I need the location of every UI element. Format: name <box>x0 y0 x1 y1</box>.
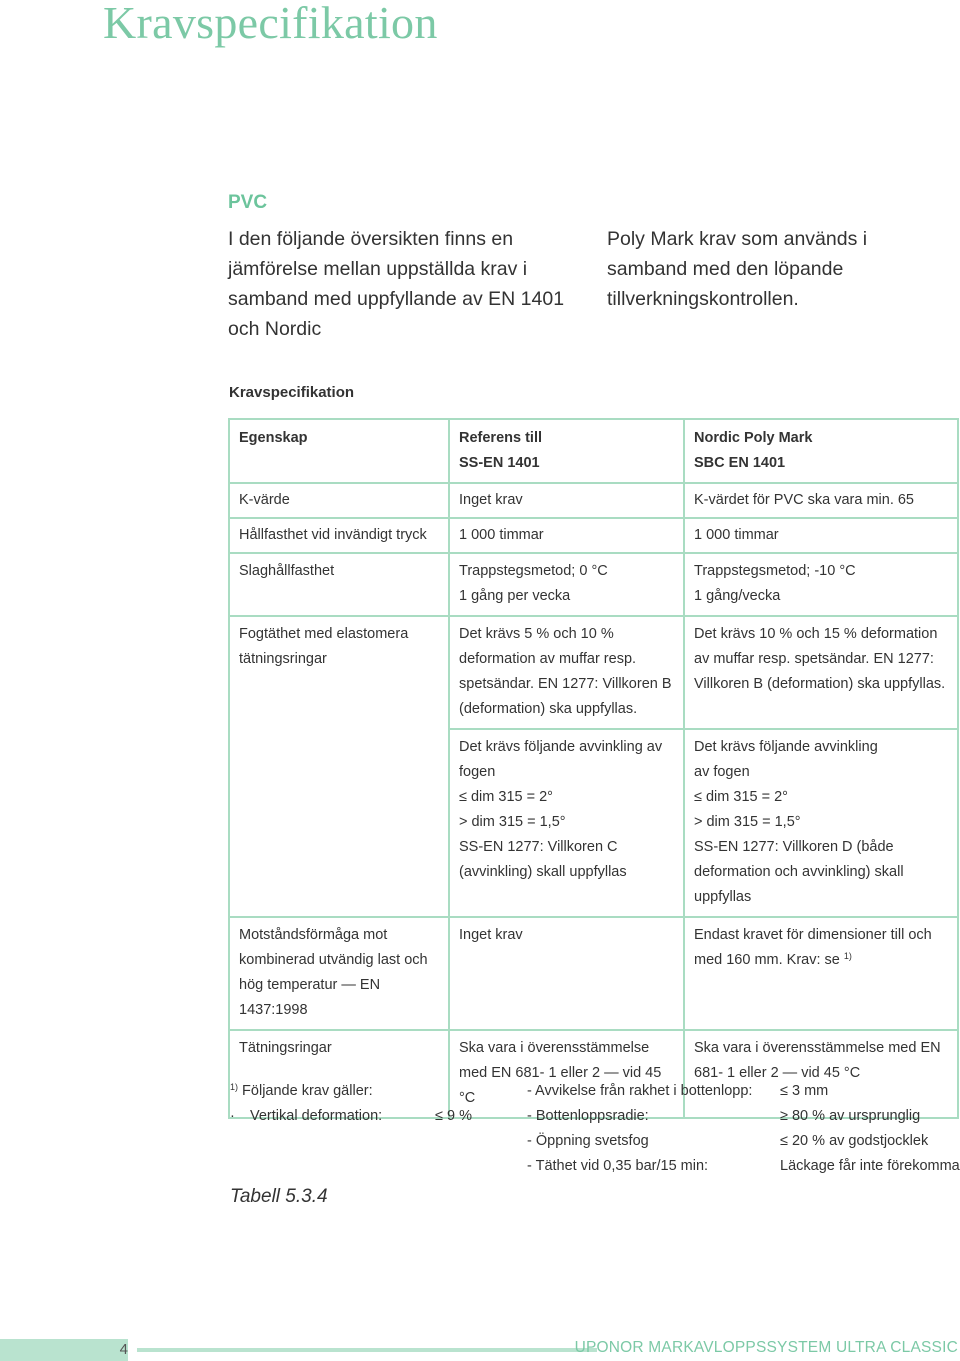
list-item <box>527 1154 960 1179</box>
footnote-marker: 1) <box>230 1082 239 1092</box>
cell-reference: Trappstegsmetod; 0 °C 1 gång per vecka <box>449 553 684 616</box>
requirement-label: - Täthet vid 0,35 bar/15 min: <box>527 1158 709 1174</box>
section-heading: PVC <box>228 192 268 213</box>
footnote-bullet <box>230 1104 472 1129</box>
header-nordic-poly-mark: Nordic Poly Mark SBC EN 1401 <box>684 419 958 483</box>
footnote-bullet-value: ≤ 9 % <box>435 1108 472 1124</box>
cell-reference: Inget krav <box>449 483 684 518</box>
cell-reference: Det krävs följande avvinkling av fogen ≤ dim 315 = 2° > dim 315 = 1,5° SS-EN 1277: Villkoren C (avvinkling) skall uppfyllas <box>449 729 684 917</box>
table-row <box>229 483 958 518</box>
page-title: Kravspecifikation <box>103 0 438 48</box>
cell-property: K-värde <box>229 483 449 518</box>
page-number: 4 <box>119 1341 128 1358</box>
cell-property: Fogtäthet med elastomera tätningsringar <box>229 616 449 729</box>
footer-divider <box>137 1348 597 1352</box>
cell-nordic: 1 000 timmar <box>684 518 958 553</box>
list-item <box>527 1079 960 1104</box>
cell-nordic: K-värdet för PVC ska vara min. 65 <box>684 483 958 518</box>
cell-reference: 1 000 timmar <box>449 518 684 553</box>
table-row <box>229 616 958 729</box>
footnote-intro <box>230 1079 373 1104</box>
table-row <box>229 553 958 616</box>
intro-text-right: Poly Mark krav som används i samband med den löpande tillverkningskontrollen. <box>607 228 868 310</box>
cell-property: Slaghållfasthet <box>229 553 449 616</box>
requirement-label: - Avvikelse från rakhet i bottenlopp: <box>527 1083 753 1099</box>
cell-nordic: Ska vara i överensstämmelse med EN 681- 1 eller 2 — vid 45 °C <box>684 1030 958 1118</box>
requirement-value: ≤ 20 % av godstjocklek <box>780 1133 929 1149</box>
cell-nordic-text: Endast kravet för dimensioner till och med 160 mm. Krav: se <box>694 927 932 968</box>
footnote-ref: 1) <box>843 951 852 961</box>
cell-property: Hållfasthet vid invändigt tryck <box>229 518 449 553</box>
cell-property <box>229 729 449 917</box>
table-row <box>229 518 958 553</box>
cell-nordic: Det krävs 10 % och 15 % deformation av muffar resp. spetsändar. EN 1277: Villkoren B (deformation) ska uppfyllas. <box>684 616 958 729</box>
bullet-icon: · <box>230 1108 235 1124</box>
intro-text-left: I den följande översikten finns en jämförelse mellan uppställda krav i samband med uppfyllande av EN 1401 och Nordic <box>228 228 565 340</box>
footnote-requirements-list <box>527 1079 960 1179</box>
table-number: Tabell 5.3.4 <box>230 1186 328 1207</box>
list-item <box>527 1129 960 1154</box>
requirement-label: - Bottenloppsradie: <box>527 1108 649 1124</box>
header-property: Egenskap <box>229 419 449 483</box>
header-reference: Referens till SS-EN 1401 <box>449 419 684 483</box>
cell-property: Motståndsförmåga mot kombinerad utvändig last och hög temperatur — EN 1437:1998 <box>229 917 449 1030</box>
cell-reference: Ska vara i överensstämmelse med EN 681- 1 eller 2 — vid 45 °C <box>449 1030 684 1118</box>
list-item <box>527 1104 960 1129</box>
footnote-intro-text: Följande krav gäller: <box>242 1083 373 1099</box>
cell-reference: Det krävs 5 % och 10 % deformation av muffar resp. spetsändar. EN 1277: Villkoren B (deformation) ska uppfyllas. <box>449 616 684 729</box>
spec-table <box>228 418 959 1119</box>
requirement-value: ≥ 80 % av ursprunglig <box>780 1108 921 1124</box>
cell-reference: Inget krav <box>449 917 684 1030</box>
page-number-bar <box>0 1339 128 1361</box>
table-caption: Kravspecifikation <box>229 384 355 401</box>
requirement-label: - Öppning svetsfog <box>527 1133 649 1149</box>
cell-nordic: Det krävs följande avvinkling av fogen ≤ dim 315 = 2° > dim 315 = 1,5° SS-EN 1277: Villkoren D (både deformation och avvinkling) skall uppfyllas <box>684 729 958 917</box>
requirement-value: Läckage får inte förekomma <box>780 1158 960 1174</box>
table-row <box>229 729 958 917</box>
requirement-value: ≤ 3 mm <box>780 1083 829 1099</box>
table-header-row <box>229 419 958 483</box>
cell-property: Tätningsringar <box>229 1030 449 1118</box>
footer-brand: UPONOR MARKAVLOPPSSYSTEM ULTRA CLASSIC <box>574 1339 958 1356</box>
cell-nordic <box>684 917 958 1030</box>
table-row <box>229 917 958 1030</box>
cell-nordic: Trappstegsmetod; -10 °C 1 gång/vecka <box>684 553 958 616</box>
footnote-bullet-label: Vertikal deformation: <box>250 1108 383 1124</box>
